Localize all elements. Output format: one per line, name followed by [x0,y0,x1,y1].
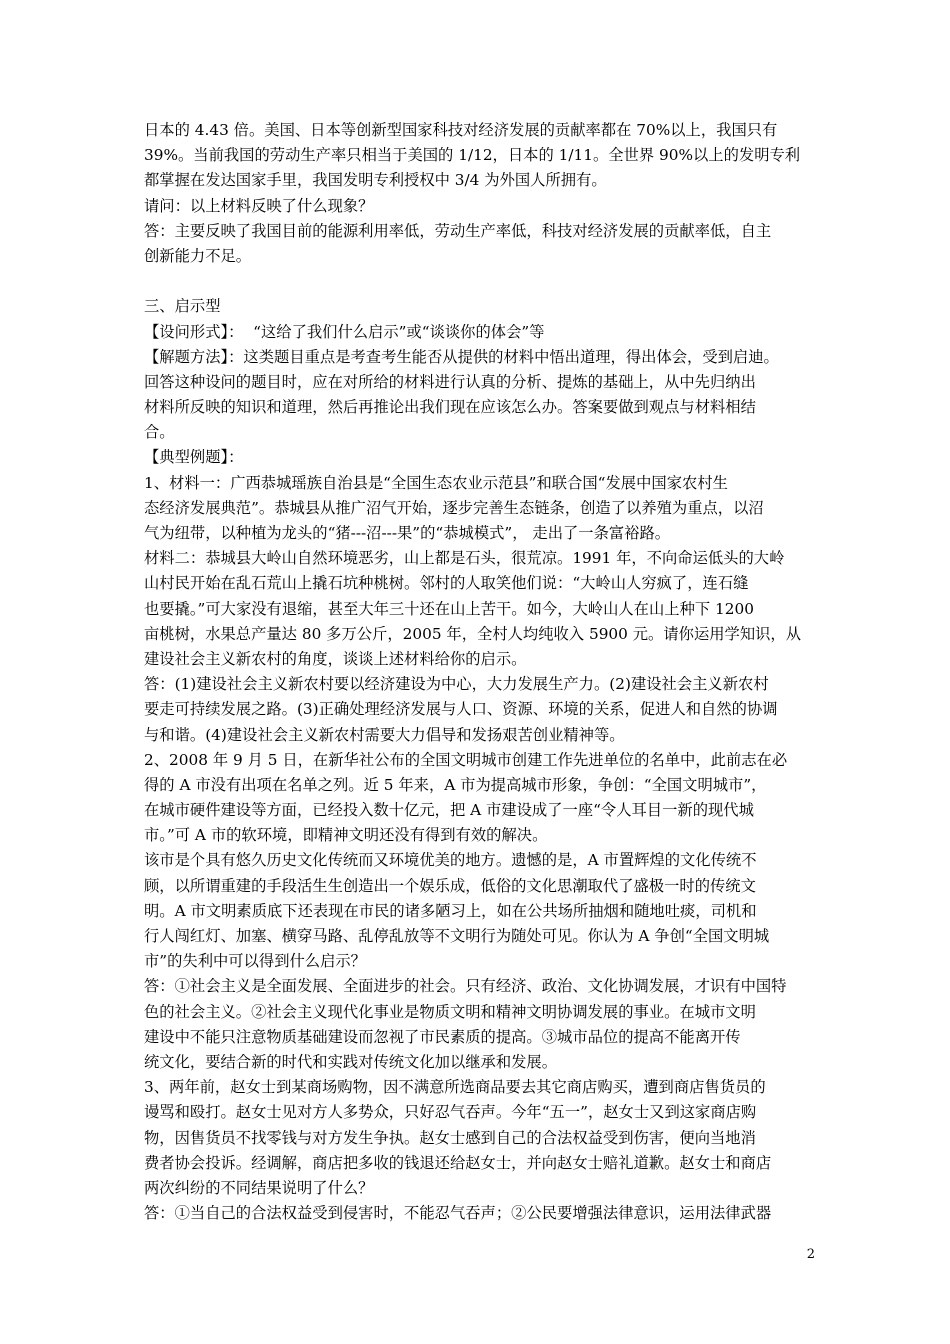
text-line: 态经济发展典范”。恭城县从推广沼气开始，逐步完善生态链条，创造了以养殖为重点，以沼 [144,498,764,517]
text-line: 答：①当自己的合法权益受到侵害时，不能忍气吞声；②公民要增强法律意识，运用法律武器 [144,1204,772,1223]
text-line: 谩骂和殴打。赵女士见对方人多势众，只好忍气吞声。今年“五一”，赵女士又到这家商店购 [144,1103,757,1122]
text-line: 请问：以上材料反映了什么现象？ [144,196,374,215]
text-line: 在城市硬件建设等方面，已经投入数十亿元，把 A 市建设成了一座“令人耳目一新的现代城 [144,801,754,820]
text-line: 材料所反映的知识和道理，然后再推论出我们现在应该怎么办。答案要做到观点与材料相结 [144,398,756,417]
text-line: 2、2008 年 9 月 5 日，在新华社公布的全国文明城市创建工作先进单位的名单中，此前志在必 [144,750,788,769]
text-line: 创新能力不足。 [144,246,252,265]
text-line: 回答这种设问的题目时，应在对所给的材料进行认真的分析、提炼的基础上，从中先归纳出 [144,372,756,391]
text-line: 行人闯红灯、加塞、横穿马路、乱停乱放等不文明行为随处可见。你认为 A 争创“全国文明城 [144,927,770,945]
blank-line [144,269,810,294]
text-line: 费者协会投诉。经调解，商店把多收的钱退还给赵女士，并向赵女士赔礼道歉。赵女士和商店 [144,1153,772,1172]
text-line: 【典型例题】： [144,448,244,467]
text-line: 气为纽带，以种植为龙头的“猪---沼---果”的“恭城模式”， 走出了一条富裕路。 [144,524,671,542]
text-line: 亩桃树，水果总产量达 80 多万公斤，2005 年，全村人均纯收入 5900 元。请你运用学知识，从 [144,624,802,643]
text-line: 山村民开始在乱石荒山上撬石坑种桃树。邻村的人取笑他们说：“大岭山人穷疯了，连石缝 [144,574,749,593]
text-line: 日本的 4.43 倍。美国、日本等创新型国家科技对经济发展的贡献率都在 70%以上，我国只有 [144,121,778,139]
text-line: 色的社会主义。②社会主义现代化事业是物质文明和精神文明协调发展的事业。在城市文明 [144,1002,756,1021]
document-body [144,118,810,1226]
text-line: 两次纠纷的不同结果说明了什么？ [144,1178,374,1197]
text-line: 建设社会主义新农村的角度，谈谈上述材料给你的启示。 [144,649,527,668]
text-line: 3、两年前，赵女士到某商场购物，因不满意所选商品要去其它商店购买，遭到商店售货员的 [144,1078,766,1097]
text-line: 三、启示型 [144,297,221,316]
text-line: 统文化，要结合新的时代和实践对传统文化加以继承和发展。 [144,1052,558,1071]
text-line: 都掌握在发达国家手里，我国发明专利授权中 3/4 为外国人所拥有。 [144,171,607,190]
text-line: 39%。当前我国的劳动生产率只相当于美国的 1/12，日本的 1/11。全世界 90%以上的发明专利 [144,146,801,165]
text-line: 答：主要反映了我国目前的能源利用率低，劳动生产率低，科技对经济发展的贡献率低，自主 [144,221,772,240]
text-line: 【解题方法】：这类题目重点是考查考生能否从提供的材料中悟出道理，得出体会，受到启迪。 [144,347,779,366]
text-line: 1、材料一：广西恭城瑶族自治县是“全国生态农业示范县”和联合国“发展中国家农村生 [144,473,728,492]
text-line: 答：①社会主义是全面发展、全面进步的社会。只有经济、政治、文化协调发展，才识有中国特 [144,977,787,996]
text-line: 材料二：恭城县大岭山自然环境恶劣，山上都是石头，很荒凉。1991 年，不向命运低头的大岭 [144,549,785,568]
text-line: 也要撬。”可大家没有退缩，甚至大年三十还在山上苦干。如今，大岭山人在山上种下 1200 [144,599,754,618]
text-line: 市。”可 A 市的软环境，即精神文明还没有得到有效的解决。 [144,826,548,845]
text-line: 建设中不能只注意物质基础建设而忽视了市民素质的提高。③城市品位的提高不能离开传 [144,1027,741,1046]
text-line: 合。 [144,423,175,442]
text-line: 要走可持续发展之路。(3)正确处理经济发展与人口、资源、环境的关系，促进人和自然的协调 [144,700,778,719]
text-line: 明。A 市文明素质底下还表现在市民的诸多陋习上，如在公共场所抽烟和随地吐痰，司机和 [144,901,757,920]
text-line: 该市是个具有悠久历史文化传统而又环境优美的地方。遗憾的是，A 市置辉煌的文化传统不 [144,851,757,870]
text-line: 物，因售货员不找零钱与对方发生争执。赵女士感到自己的合法权益受到伤害，便向当地消 [144,1128,756,1147]
page-number: 2 [806,1247,815,1262]
text-line: 顾，以所谓重建的手段活生生创造出一个娱乐成，低俗的文化思潮取代了盛极一时的传统文 [144,876,756,895]
text-line: 与和谐。(4)建设社会主义新农村需要大力倡导和发扬艰苦创业精神等。 [144,725,625,744]
text-line: 答：(1)建设社会主义新农村要以经济建设为中心，大力发展生产力。(2)建设社会主义新农村 [144,675,769,694]
text-line: 得的 A 市没有出项在名单之列。近 5 年来，A 市为提高城市形象，争创：“全国文明城市”， [144,775,767,794]
text-line: 【设问形式】： “这给了我们什么启示”或“谈谈你的体会”等 [144,322,545,341]
text-line: 市”的失利中可以得到什么启示？ [144,952,366,971]
